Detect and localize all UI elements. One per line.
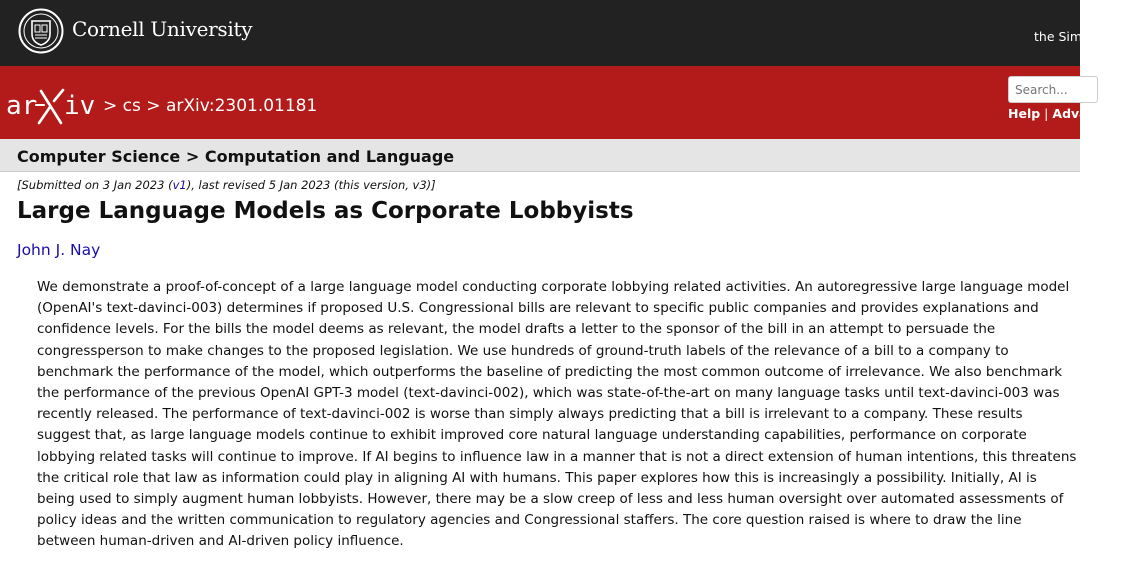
- help-link[interactable]: Help: [1008, 106, 1041, 121]
- link-separator: |: [1044, 106, 1049, 121]
- cornell-university-name[interactable]: Cornell University: [72, 17, 253, 41]
- search-input[interactable]: [1008, 76, 1098, 103]
- advanced-search-link[interactable]: Advanced: [1052, 106, 1121, 121]
- paper-title: Large Language Models as Corporate Lobbyists: [17, 198, 634, 224]
- breadcrumb-separator: >: [103, 96, 123, 116]
- cornell-acknowledgement-text[interactable]: the Simons: [1034, 29, 1105, 44]
- paper-abstract: We demonstrate a proof-of-concept of a large language model conducting corporate lobbying related activities. An autoregressive large language model (OpenAI's text-davinci-003) determines if proposed U.S. Congressional bills are relevant to specific public companies and provides explanations and confidence levels. For the bills the model deems as relevant, the model drafts a letter to the sponsor of the bill in an attempt to persuade the congressperson to make changes to the proposed legislation. We use hundreds of ground-truth labels of the relevance of a bill to a company to benchmark the performance of the model, which outperforms the baseline of predicting the most common outcome of irrelevance. We also benchmark the performance of the previous OpenAI GPT-3 model (text-davinci-002), which was state-of-the-art on many language tasks until text-davinci-003 was recently released. The performance of text-davinci-002 is worse than simply always predicting that a bill is irrelevant to a company. These results suggest that, as large language models continue to exhibit improved core natural language understanding capabilities, performance on corporate lobbying related tasks will continue to improve. If AI begins to influence law in a manner that is not a direct extension of human intentions, this threatens the critical role that law as information could play in aligning AI with humans. This paper explores how this is increasingly a possibility. Initially, AI is being used to simply augment human lobbyists. However, there may be a slow creep of less and less human oversight over automated assessments of policy ideas and the written communication to regulatory agencies and Congressional staffers. The core question raised is where to draw the line between human-driven and AI-driven policy influence.: [37, 279, 1077, 550]
- author-link[interactable]: John J. Nay: [17, 241, 101, 259]
- arxiv-logo-icon[interactable]: [6, 85, 102, 127]
- svg-text:iv: iv: [64, 91, 96, 121]
- cornell-seal-icon[interactable]: [18, 8, 64, 54]
- breadcrumb-cs-link[interactable]: cs: [122, 96, 141, 116]
- dateline-suffix: ), last revised 5 Jan 2023 (this version, v3)]: [186, 178, 436, 192]
- submission-dateline: [17, 178, 436, 192]
- breadcrumb-paper-id[interactable]: arXiv:2301.01181: [165, 96, 318, 116]
- subject-heading: Computer Science > Computation and Language: [17, 147, 455, 166]
- breadcrumb: [103, 96, 317, 116]
- search-help-links: [1008, 106, 1121, 121]
- breadcrumb-separator: >: [140, 96, 166, 116]
- version-v1-link[interactable]: v1: [172, 178, 187, 192]
- svg-text:ar: ar: [6, 91, 38, 121]
- dateline-prefix: [Submitted on 3 Jan 2023 (: [17, 178, 173, 192]
